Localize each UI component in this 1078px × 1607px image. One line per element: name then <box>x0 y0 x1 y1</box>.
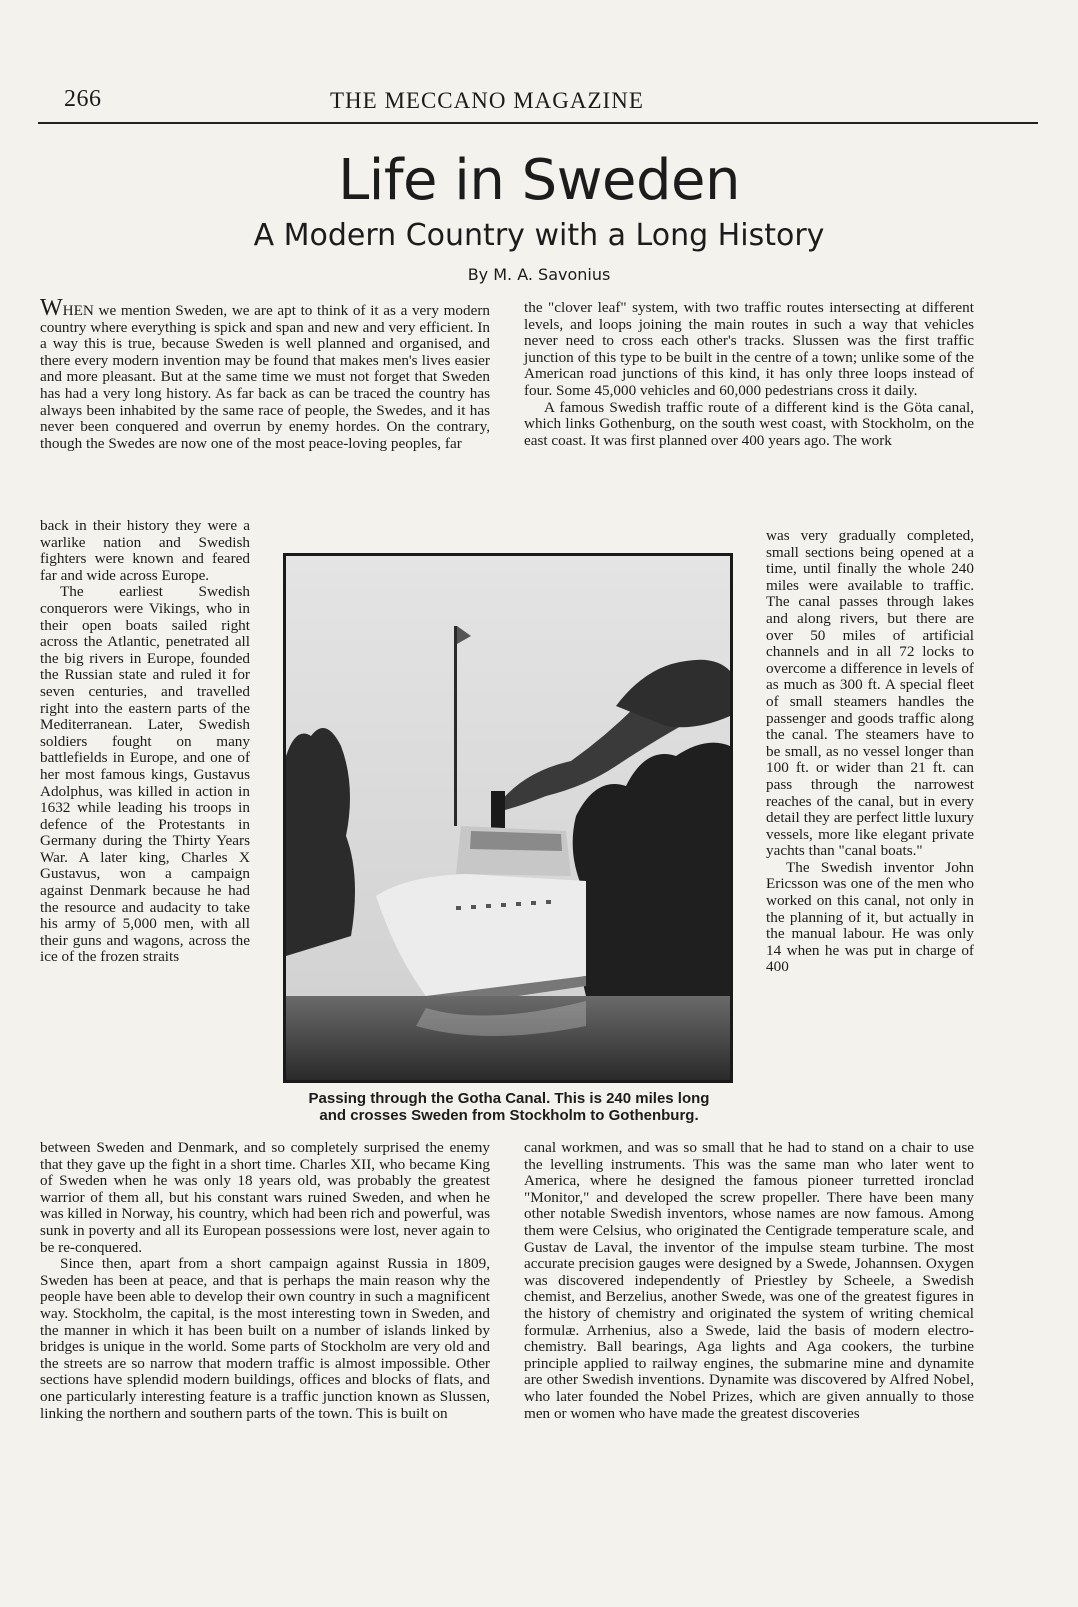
header-rule <box>38 122 1038 124</box>
byline: By M. A. Savonius <box>467 265 611 284</box>
paragraph: canal workmen, and was so small that he had to stand on a chair to use the levelling instruments. This was the same man who later went to America, where he designed the famous pioneer turretted ironclad "Monitor," and developed the screw propeller. There have been many other notable Swedish inventors, whose names are now famous. Among them were Celsius, who originated the Centigrade temperature scale, and Gustav de Laval, the inventor of the impulse steam turbine. The most accurate precision gauges were designed by a Swede, Johannsen. Oxygen was discovered independently of Priestley by Scheele, a Swedish chemist, and Berzelius, another Swede, was one of the greatest figures in the history of chemistry and originated the system of writing chemical formulæ. Arrhenius, also a Swede, laid the basis of modern electro-chemistry. Ball bearings, Aga lights and Aga cookers, the turbine principle applied to railway engines, the submarine mine and dynamite are other Swedish inventions. Dynamite was discovered by Alfred Nobel, who later founded the Nobel Prizes, which are given annually to those men or women who have made the greatest discoveries <box>524 1139 974 1422</box>
left-column-bottom <box>40 1140 490 1422</box>
steamship-photo-icon <box>286 556 730 1080</box>
right-column-bottom <box>524 1140 974 1422</box>
paragraph: the "clover leaf" system, with two traffic routes intersecting at different levels, and loops joining the main routes in such a way that vehicles never need to cross each other's tracks. Slussen was the first traffic junction of this type to be built in the centre of a town; unlike some of the American road junctions of this kind, it has only three loops instead of four. Some 45,000 vehicles and 60,000 pedestrians cross it daily. <box>524 299 974 399</box>
paragraph: Since then, apart from a short campaign against Russia in 1809, Sweden has been at peace, and that is perhaps the main reason why the people have been able to develop their own country in such a magnificent way. Stockholm, the capital, is the most interesting town in Sweden, and the manner in which it has been built on a number of islands linked by bridges is unique in the world. Some parts of Stockholm are very old and the streets are so narrow that modern traffic is almost impossible. Other sections have splendid modern buildings, offices and blocks of flats, and one particularly interesting feature is a traffic junction known as Slussen, linking the northern and southern parts of the town. This is built on <box>40 1255 490 1422</box>
paragraph: The Swedish inventor John Ericsson was one of the men who worked on this canal, not only in the planning of it, but actually in the manual labour. He was only 14 when he was put in charge of 400 <box>766 858 974 976</box>
canal-steamer-photo <box>283 553 733 1083</box>
paragraph: between Sweden and Denmark, and so completely surprised the enemy that they gave up the fight in a short time. Charles XII, who became King of Sweden when he was only 18 years old, was probably the greatest warrior of them all, but his constant wars ruined Sweden, and when he was killed in Norway, his country, which had been rich and powerful, was sunk in poverty and all its European possessions were lost, never again to be re-conquered. <box>40 1139 490 1256</box>
paragraph: A famous Swedish traffic route of a different kind is the Göta canal, which links Gothenburg, on the south west coast, with Stockholm, on the east coast. It was first planned over 400 years ago. The work <box>524 398 974 449</box>
article-title: Life in Sweden <box>338 148 740 213</box>
page-number: 266 <box>64 86 102 112</box>
paragraph: back in their history they were a warlike nation and Swedish fighters were known and feared far and wide across Europe. <box>40 517 250 584</box>
paragraph: The earliest Swedish conquerors were Vikings, who in their open boats sailed right across the Atlantic, penetrated all the big rivers in Europe, founded the Russian state and ruled it for seven centuries, and travelled right into the eastern parts of the Mediterranean. Later, Swedish soldiers fought on many battlefields in Europe, and one of her most famous kings, Gustavus Adolphus, was killed in action in 1632 while leading his troops in defence of the Protestants in Germany during the Thirty Years War. A later king, Charles X Gustavus, won a campaign against Denmark because he had the resource and audacity to take his army of 5,000 men, with all their guns and wagons, across the ice of the frozen straits <box>40 583 250 966</box>
left-column-narrow <box>40 518 250 966</box>
intro-paragraph: WHEN we mention Sweden, we are apt to think of it as a very modern country where everything is spick and span and new and very efficient. In a way this is true, because Sweden is well planned and organised, and there every modern invention may be found that makes men's lives easier and more pleasant. But at the same time we must not forget that Sweden has had a very long history. As far back as can be traced the country has always been inhabited by the same race of people, the Swedes, and it has never been conquered and overrun by enemy hordes. On the contrary, though the Swedes are now one of the most peace-loving peoples, far <box>40 295 490 452</box>
drop-cap: W <box>40 295 63 321</box>
right-column-narrow <box>766 528 974 976</box>
article-subtitle: A Modern Country with a Long History <box>253 218 825 253</box>
caption-line-2: and crosses Sweden from Stockholm to Gothenburg. <box>319 1107 699 1124</box>
photo-caption <box>270 1090 748 1124</box>
left-column-top <box>40 295 490 452</box>
right-column-top <box>524 300 974 449</box>
magazine-title: THE MECCANO MAGAZINE <box>330 88 644 113</box>
caption-line-1: Passing through the Gotha Canal. This is 240 miles long <box>308 1090 710 1107</box>
paragraph: was very gradually completed, small sections being opened at a time, until finally the whole 240 miles were available to traffic. The canal passes through lakes and along rivers, but there are over 50 miles of artificial channels and in all 72 locks to overcome a difference in levels of as much as 300 ft. A special fleet of small steamers handles the passenger and goods traffic along the canal. The steamers have to be small, as no vessel longer than 100 ft. or wider than 21 ft. can pass through the narrowest reaches of the canal, but in every detail they are perfect little luxury vessels, more like elegant private yachts than "canal boats." <box>766 527 974 860</box>
